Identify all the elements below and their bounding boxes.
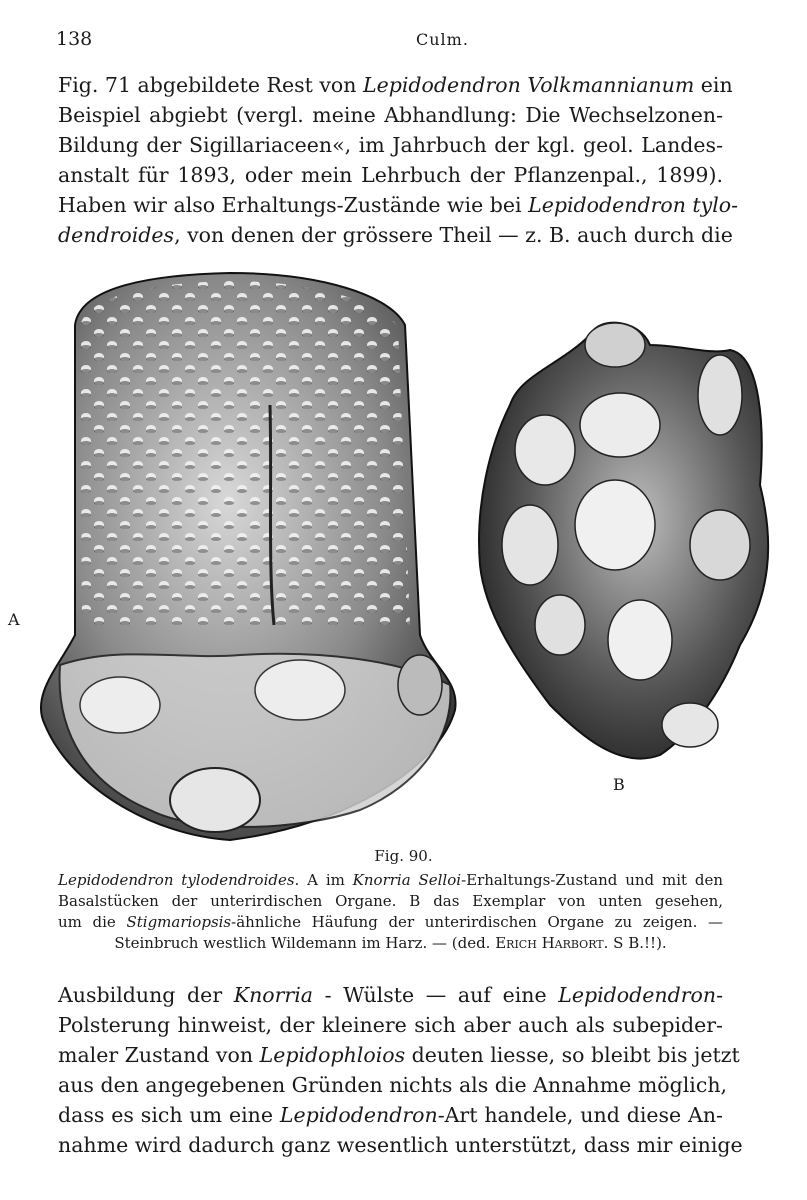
fossil-engraving [0, 265, 807, 845]
figure-label-a: A [8, 610, 20, 629]
specimen-b [479, 323, 768, 759]
caption-line: Basalstücken der unterirdischen Organe. B das Exemplar von unten gesehen, [58, 892, 723, 910]
text-line: Bildung der Sigillariaceen«, im Jahrbuch der kgl. geol. Landes- [58, 133, 723, 157]
page-number: 138 [56, 28, 93, 50]
caption-line: Lepidodendron tylodendroides. A im Knorria Selloi-Erhaltungs-Zustand und mit den [58, 871, 723, 889]
text-line: Fig. 71 abgebildete Rest von Lepidodendron Volkmannianum ein [58, 73, 733, 97]
figure-number: Fig. 90. [374, 847, 433, 865]
text-line: Ausbildung der Knorria - Wülste — auf eine Lepidodendron- [58, 983, 723, 1007]
text-line: nahme wird dadurch ganz wesentlich unterstützt, dass mir einige [58, 1133, 743, 1157]
text-line: dass es sich um eine Lepidodendron-Art handele, und diese An- [58, 1103, 723, 1127]
paragraph-top [58, 70, 739, 250]
figure-label-b: B [613, 775, 625, 794]
text-line: anstalt für 1893, oder mein Lehrbuch der Pflanzenpal., 1899). [58, 163, 723, 187]
text-line: maler Zustand von Lepidophloios deuten liesse, so bleibt bis jetzt [58, 1043, 740, 1067]
figure-caption [58, 870, 723, 954]
figure-fossil-illustration [0, 265, 807, 845]
caption-line: Steinbruch westlich Wildemann im Harz. — (ded. Erich Harbort. S B.!!). [114, 934, 667, 952]
text-line: dendroides, von denen der grössere Theil — z. B. auch durch die [58, 223, 733, 247]
page-header [56, 28, 757, 54]
caption-line: um die Stigmariopsis-ähnliche Häufung der unterirdischen Organe zu zeigen. — [58, 913, 724, 931]
specimen-a [41, 273, 456, 840]
paragraph-bottom [58, 980, 743, 1160]
text-line: aus den angegebenen Gründen nichts als die Annahme möglich, [58, 1073, 728, 1097]
text-line: Polsterung hinweist, der kleinere sich aber auch als subepider- [58, 1013, 723, 1037]
running-head: Culm. [416, 30, 469, 49]
text-line: Beispiel abgiebt (vergl. meine Abhandlung: Die Wechselzonen- [58, 103, 723, 127]
text-line: Haben wir also Erhaltungs-Zustände wie bei Lepidodendron tylo- [58, 193, 739, 217]
